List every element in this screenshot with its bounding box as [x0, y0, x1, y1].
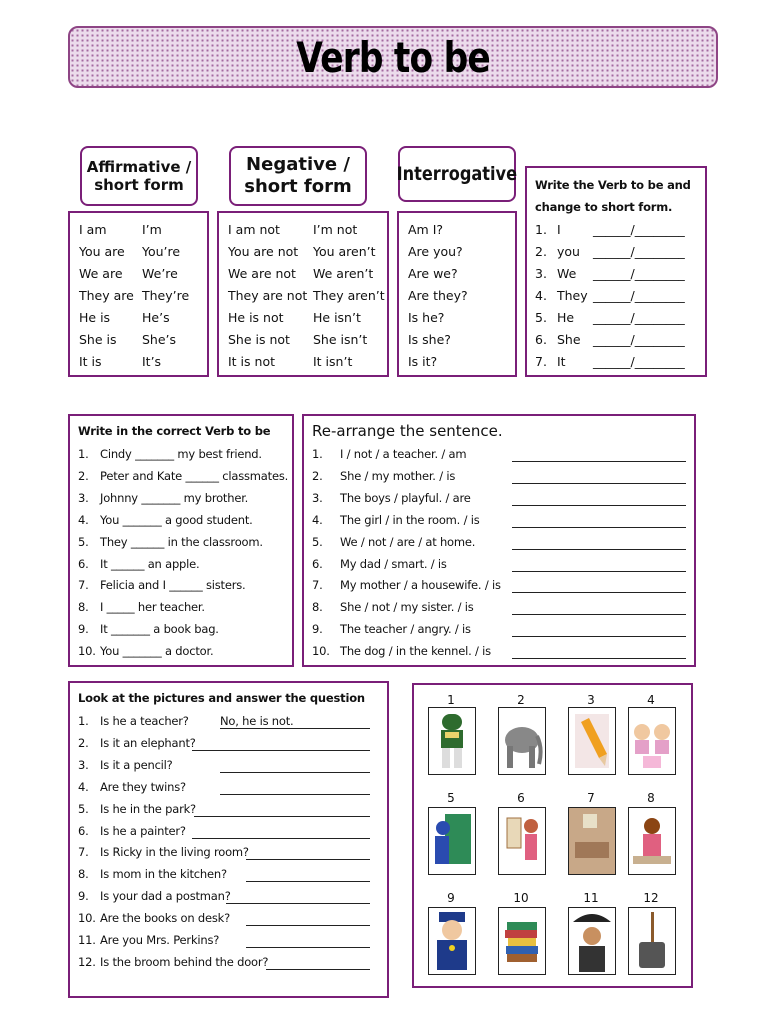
picture-answer-line[interactable]	[192, 738, 370, 751]
elephant-icon	[498, 707, 546, 775]
picture-question-number: 10.	[78, 911, 96, 926]
picture-question-text: Are the books on desk?	[100, 911, 230, 926]
short-form-word: She	[557, 332, 581, 347]
picture-question-number: 3.	[78, 757, 89, 772]
picture-number: 12	[643, 891, 659, 905]
interrogative-item-5: Is she?	[408, 332, 451, 347]
write-correct-heading: Write in the correct Verb to be	[78, 424, 271, 438]
picture-question-text: Is he a painter?	[100, 823, 186, 838]
negative-heading-line2: short form	[244, 176, 352, 197]
affirmative-full-4: He is	[79, 310, 111, 325]
picture-answer-line[interactable]	[192, 826, 370, 839]
affirmative-short-3: They’re	[142, 288, 190, 303]
rearrange-panel	[302, 414, 696, 667]
short-form-blank[interactable]: ______/________	[593, 332, 685, 347]
picture-number: 5	[447, 791, 455, 805]
write-correct-number: 4.	[78, 512, 89, 527]
negative-short-6: It isn’t	[313, 354, 353, 369]
picture-number: 11	[583, 891, 599, 905]
short-form-panel	[525, 166, 707, 377]
short-form-word: It	[557, 354, 566, 369]
interrogative-panel	[397, 211, 517, 377]
picture-number: 10	[513, 891, 529, 905]
affirmative-panel	[68, 211, 209, 377]
picture-answer-line[interactable]	[266, 957, 370, 970]
rearrange-number: 6.	[312, 556, 323, 571]
short-form-number: 5.	[535, 310, 547, 325]
interrogative-item-6: Is it?	[408, 354, 438, 369]
rearrange-sentence: The dog / in the kennel. / is	[340, 644, 491, 659]
picture-answer-line[interactable]	[220, 782, 370, 795]
picture-number: 1	[447, 693, 455, 707]
picture-question-number: 1.	[78, 714, 89, 728]
rearrange-answer-line[interactable]	[512, 559, 686, 572]
affirmative-short-5: She’s	[142, 332, 177, 347]
picture-question-number: 7.	[78, 845, 89, 860]
short-form-number: 3.	[535, 266, 547, 281]
negative-short-4: He isn’t	[313, 310, 361, 325]
write-correct-panel	[68, 414, 294, 667]
interrogative-item-3: Are they?	[408, 288, 468, 303]
write-correct-number: 8.	[78, 600, 89, 615]
write-correct-number: 3.	[78, 490, 89, 505]
short-form-blank[interactable]: ______/________	[593, 266, 685, 281]
short-form-word: They	[557, 288, 588, 303]
picture-answer-line[interactable]	[246, 913, 370, 926]
rearrange-answer-line[interactable]	[512, 493, 686, 506]
write-correct-sentence[interactable]: Cindy _______ my best friend.	[100, 447, 262, 461]
books-icon	[498, 907, 546, 975]
picture-question-number: 11.	[78, 933, 96, 947]
negative-full-4: He is not	[228, 310, 284, 325]
negative-full-6: It is not	[228, 354, 275, 369]
interrogative-heading	[398, 146, 516, 202]
affirmative-heading	[80, 146, 198, 206]
affirmative-short-1: You’re	[142, 244, 181, 259]
painter-icon	[498, 807, 546, 875]
rearrange-answer-line[interactable]	[512, 471, 686, 484]
rearrange-answer-line[interactable]	[512, 580, 686, 593]
picture-question-number: 4.	[78, 779, 89, 794]
rearrange-number: 10.	[312, 644, 330, 659]
rearrange-number: 5.	[312, 534, 323, 549]
write-correct-number: 7.	[78, 578, 89, 593]
write-correct-number: 2.	[78, 468, 89, 483]
rearrange-sentence: She / my mother. / is	[340, 468, 456, 483]
write-correct-number: 1.	[78, 447, 89, 461]
affirmative-short-2: We’re	[142, 266, 178, 281]
picture-question-number: 8.	[78, 867, 89, 882]
negative-full-3: They are not	[228, 288, 308, 303]
negative-full-2: We are not	[228, 266, 296, 281]
rearrange-sentence: My dad / smart. / is	[340, 556, 447, 571]
short-form-word: We	[557, 266, 577, 281]
pictures-question-panel	[68, 681, 389, 998]
negative-full-0: I am not	[228, 222, 280, 237]
pictures-panel	[412, 683, 693, 988]
negative-short-5: She isn’t	[313, 332, 368, 347]
write-correct-sentence[interactable]: Peter and Kate ______ classmates.	[100, 468, 289, 483]
negative-short-2: We aren’t	[313, 266, 374, 281]
short-form-blank[interactable]: ______/________	[593, 288, 685, 303]
rearrange-sentence: I / not / a teacher. / am	[340, 447, 467, 461]
write-correct-number: 6.	[78, 556, 89, 571]
short-form-number: 7.	[535, 354, 547, 369]
rearrange-answer-line[interactable]	[512, 449, 686, 462]
rearrange-answer-line[interactable]	[512, 537, 686, 550]
picture-answer-line[interactable]	[226, 891, 370, 904]
kitchen-woman-icon	[628, 807, 676, 875]
negative-full-5: She is not	[228, 332, 290, 347]
picture-question-number: 6.	[78, 823, 89, 838]
short-form-heading-2: change to short form.	[535, 200, 673, 214]
rearrange-number: 4.	[312, 512, 323, 527]
affirmative-full-1: You are	[79, 244, 125, 259]
picture-question-number: 9.	[78, 889, 89, 904]
write-correct-sentence[interactable]: I _____ her teacher.	[100, 600, 205, 615]
pencil-icon	[568, 707, 616, 775]
write-correct-sentence[interactable]: Johnny _______ my brother.	[100, 490, 249, 505]
interrogative-heading-text: Interrogative	[396, 162, 518, 185]
affirmative-full-2: We are	[79, 266, 123, 281]
negative-short-3: They aren’t	[313, 288, 385, 303]
man-umbrella-icon	[568, 907, 616, 975]
picture-question-number: 5.	[78, 801, 89, 816]
picture-number: 7	[587, 791, 595, 805]
negative-full-1: You are not	[228, 244, 299, 259]
twins-icon	[628, 707, 676, 775]
affirmative-full-6: It is	[79, 354, 102, 369]
picture-answer-line[interactable]	[246, 935, 370, 948]
short-form-blank[interactable]: ______/________	[593, 222, 685, 237]
picture-question-text: Is your dad a postman?	[100, 889, 231, 904]
picture-number: 4	[647, 693, 655, 707]
interrogative-item-4: Is he?	[408, 310, 445, 325]
short-form-word: I	[557, 222, 561, 237]
affirmative-short-4: He’s	[142, 310, 170, 325]
picture-question-text: Are you Mrs. Perkins?	[100, 933, 220, 947]
write-correct-sentence[interactable]: It _______ a book bag.	[100, 622, 219, 637]
rearrange-number: 3.	[312, 490, 323, 505]
picture-answer-line[interactable]	[246, 847, 370, 860]
short-form-heading-1: Write the Verb to be and	[535, 178, 691, 192]
write-correct-number: 5.	[78, 534, 89, 549]
affirmative-short-0: I’m	[142, 222, 162, 237]
policeman-icon	[428, 907, 476, 975]
write-correct-sentence[interactable]: Felicia and I ______ sisters.	[100, 578, 246, 593]
rearrange-sentence: My mother / a housewife. / is	[340, 578, 501, 593]
picture-question-text: Is it an elephant?	[100, 735, 196, 750]
affirmative-heading-line2: short form	[94, 176, 184, 194]
picture-question-text: Is mom in the kitchen?	[100, 867, 227, 882]
rearrange-sentence: The girl / in the room. / is	[340, 512, 480, 527]
rearrange-heading: Re-arrange the sentence.	[312, 422, 503, 440]
interrogative-item-1: Are you?	[408, 244, 463, 259]
affirmative-heading-line1: Affirmative /	[86, 158, 192, 176]
teacher-board-icon	[428, 807, 476, 875]
rearrange-sentence: She / not / my sister. / is	[340, 600, 474, 615]
write-correct-number: 10.	[78, 644, 96, 659]
affirmative-full-3: They are	[79, 288, 134, 303]
short-form-blank[interactable]: ______/________	[593, 244, 685, 259]
interrogative-item-2: Are we?	[408, 266, 458, 281]
broom-icon	[628, 907, 676, 975]
rearrange-number: 7.	[312, 578, 323, 593]
negative-short-1: You aren’t	[313, 244, 376, 259]
affirmative-full-5: She is	[79, 332, 117, 347]
rearrange-answer-line[interactable]	[512, 515, 686, 528]
short-form-number: 2.	[535, 244, 547, 259]
short-form-number: 4.	[535, 288, 547, 303]
rearrange-answer-line[interactable]	[512, 646, 686, 659]
write-correct-sentence[interactable]: You _______ a doctor.	[100, 644, 214, 659]
picture-answer-line[interactable]	[194, 804, 370, 817]
picture-question-text: Is he in the park?	[100, 801, 196, 816]
picture-answer-line[interactable]	[246, 869, 370, 882]
page-title: Verb to be	[296, 32, 490, 82]
pictures-question-heading: Look at the pictures and answer the question	[78, 691, 365, 705]
rearrange-answer-line[interactable]	[512, 624, 686, 637]
picture-question-number: 2.	[78, 735, 89, 750]
negative-panel	[217, 211, 389, 377]
short-form-word: He	[557, 310, 575, 325]
short-form-number: 6.	[535, 332, 547, 347]
picture-number: 3	[587, 693, 595, 707]
short-form-number: 1.	[535, 222, 547, 237]
interrogative-item-0: Am I?	[408, 222, 444, 237]
picture-number: 2	[517, 693, 525, 707]
affirmative-full-0: I am	[79, 222, 107, 237]
picture-answer-text: No, he is not.	[220, 714, 294, 728]
write-correct-sentence[interactable]: You _______ a good student.	[100, 512, 253, 527]
living-room-icon	[568, 807, 616, 875]
short-form-word: you	[557, 244, 580, 259]
picture-number: 8	[647, 791, 655, 805]
rearrange-sentence: We / not / are / at home.	[340, 534, 476, 549]
rearrange-sentence: The boys / playful. / are	[340, 490, 471, 505]
picture-question-text: Is it a pencil?	[100, 757, 173, 772]
short-form-blank[interactable]: ______/________	[593, 354, 685, 369]
football-player-icon	[428, 707, 476, 775]
rearrange-number: 1.	[312, 447, 323, 461]
picture-answer-line[interactable]	[220, 760, 370, 773]
picture-number: 6	[517, 791, 525, 805]
rearrange-answer-line[interactable]	[512, 602, 686, 615]
rearrange-number: 2.	[312, 468, 323, 483]
picture-question-text: Are they twins?	[100, 779, 186, 794]
write-correct-number: 9.	[78, 622, 89, 637]
negative-heading	[229, 146, 367, 206]
short-form-blank[interactable]: ______/________	[593, 310, 685, 325]
picture-question-text: Is Ricky in the living room?	[100, 845, 249, 860]
picture-question-number: 12.	[78, 954, 96, 969]
rearrange-number: 9.	[312, 622, 323, 637]
rearrange-sentence: The teacher / angry. / is	[340, 622, 471, 637]
affirmative-short-6: It’s	[142, 354, 162, 369]
picture-number: 9	[447, 891, 455, 905]
picture-question-text: Is he a teacher?	[100, 714, 189, 728]
rearrange-number: 8.	[312, 600, 323, 615]
write-correct-sentence[interactable]: It ______ an apple.	[100, 556, 200, 571]
write-correct-sentence[interactable]: They ______ in the classroom.	[100, 534, 263, 549]
title-banner	[68, 26, 718, 88]
negative-short-0: I’m not	[313, 222, 358, 237]
picture-question-text: Is the broom behind the door?	[100, 954, 269, 969]
negative-heading-line1: Negative /	[246, 154, 350, 176]
